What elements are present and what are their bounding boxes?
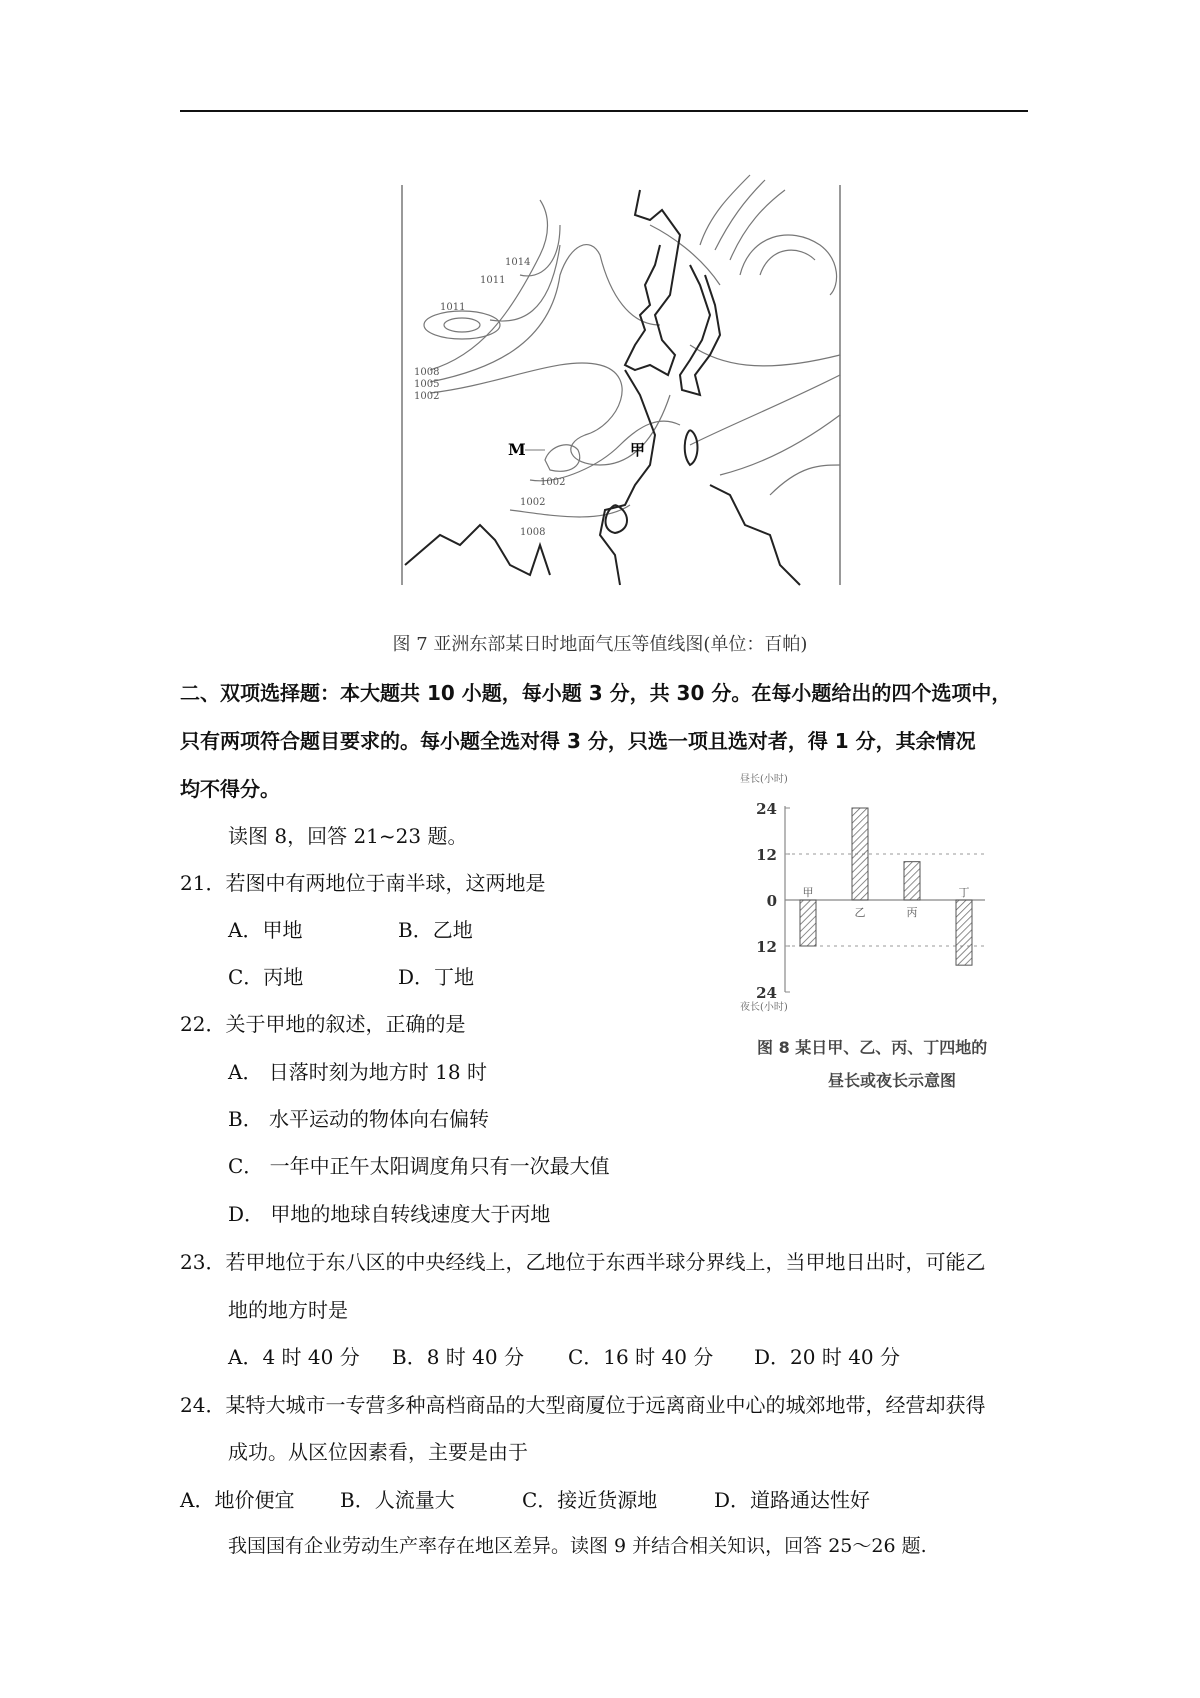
isobar-label: 1008 <box>414 367 440 378</box>
q24-option-b[interactable]: B．人流量大 <box>340 1488 455 1512</box>
figure8-chart <box>735 770 1035 1020</box>
q21-option-c[interactable]: C．丙地 <box>228 965 304 989</box>
isobar-label: 1005 <box>414 379 440 390</box>
isobar-label: 1002 <box>520 497 546 508</box>
question-22-stem: 22．关于甲地的叙述，正确的是 <box>180 1012 466 1036</box>
figure7-caption: 图 7 亚洲东部某日时地面气压等值线图(单位：百帕) <box>392 634 808 655</box>
q24-option-c[interactable]: C．接近货源地 <box>522 1488 658 1512</box>
section-instructions-line3: 均不得分。 <box>180 777 280 801</box>
q22-option-c[interactable]: C． 一年中正午太阳调度角只有一次最大值 <box>228 1154 610 1178</box>
question-23-stem-cont: 地的地方时是 <box>228 1298 348 1322</box>
bar-label: 甲 <box>802 886 814 899</box>
figure7-isobar-map <box>400 165 850 595</box>
header-rule <box>180 110 1028 112</box>
bar-label: 乙 <box>854 906 866 919</box>
isobar-label: 1002 <box>414 391 440 402</box>
bar-丙 <box>904 862 920 900</box>
bar-丁 <box>956 900 972 965</box>
isobar-label: 1011 <box>440 302 466 313</box>
question-23-stem: 23．若甲地位于东八区的中央经线上，乙地位于东西半球分界线上，当甲地日出时，可能乙 <box>180 1250 986 1274</box>
question-24-stem: 24．某特大城市一专营多种高档商品的大型商厦位于远离商业中心的城郊地带，经营却获得 <box>180 1393 986 1417</box>
isobar-label: 1011 <box>480 275 506 286</box>
y-tick-label: 12 <box>756 846 777 864</box>
bar-label: 丙 <box>906 906 918 919</box>
q21-option-a[interactable]: A．甲地 <box>228 918 303 942</box>
q24-option-d[interactable]: D．道路通达性好 <box>714 1488 871 1512</box>
bar-甲 <box>800 900 816 946</box>
bar-乙 <box>852 808 868 900</box>
isobar-label: 1014 <box>505 257 531 268</box>
q23-option-c[interactable]: C．16 时 40 分 <box>568 1345 714 1369</box>
q22-option-b[interactable]: B． 水平运动的物体向右偏转 <box>228 1107 490 1131</box>
isobar-label: 1002 <box>540 477 566 488</box>
y-label-bottom: 夜长(小时) <box>740 1002 788 1013</box>
figure8-caption-line2: 昼长或夜长示意图 <box>828 1071 957 1090</box>
figure8-intro: 读图 8，回答 21~23 题。 <box>228 824 468 848</box>
q23-option-a[interactable]: A．4 时 40 分 <box>228 1345 360 1369</box>
isobar-label: 1008 <box>520 527 546 538</box>
bar-label: 丁 <box>958 886 970 899</box>
map-label-m: M <box>508 440 526 459</box>
section-instructions-line1: 二、双项选择题：本大题共 10 小题，每小题 3 分，共 30 分。在每小题给出的四个选项中， <box>180 681 1012 705</box>
q22-option-d[interactable]: D． 甲地的地球自转线速度大于丙地 <box>228 1202 551 1226</box>
map-label-jia: 甲 <box>630 441 646 459</box>
y-tick-label: 12 <box>756 938 777 956</box>
question-24-stem-cont: 成功。从区位因素看，主要是由于 <box>228 1440 528 1464</box>
section-instructions-line2: 只有两项符合题目要求的。每小题全选对得 3 分，只选一项且选对者，得 1 分，其余情况 <box>180 729 976 753</box>
q23-option-d[interactable]: D．20 时 40 分 <box>754 1345 901 1369</box>
q22-option-a[interactable]: A． 日落时刻为地方时 18 时 <box>228 1060 487 1084</box>
y-tick-label: 24 <box>756 984 777 1002</box>
y-label-top: 昼长(小时) <box>740 774 788 785</box>
figure9-intro: 我国国有企业劳动生产率存在地区差异。读图 9 并结合相关知识，回答 25～26 题. <box>228 1535 927 1557</box>
q24-option-a[interactable]: A．地价便宜 <box>180 1488 295 1512</box>
q21-option-d[interactable]: D．丁地 <box>398 965 475 989</box>
y-tick-label: 24 <box>756 800 777 818</box>
question-21-stem: 21．若图中有两地位于南半球，这两地是 <box>180 871 546 895</box>
y-tick-label: 0 <box>766 892 777 910</box>
q21-option-b[interactable]: B．乙地 <box>398 918 473 942</box>
q23-option-b[interactable]: B．8 时 40 分 <box>392 1345 524 1369</box>
figure8-caption-line1: 图 8 某日甲、乙、丙、丁四地的 <box>757 1038 988 1057</box>
